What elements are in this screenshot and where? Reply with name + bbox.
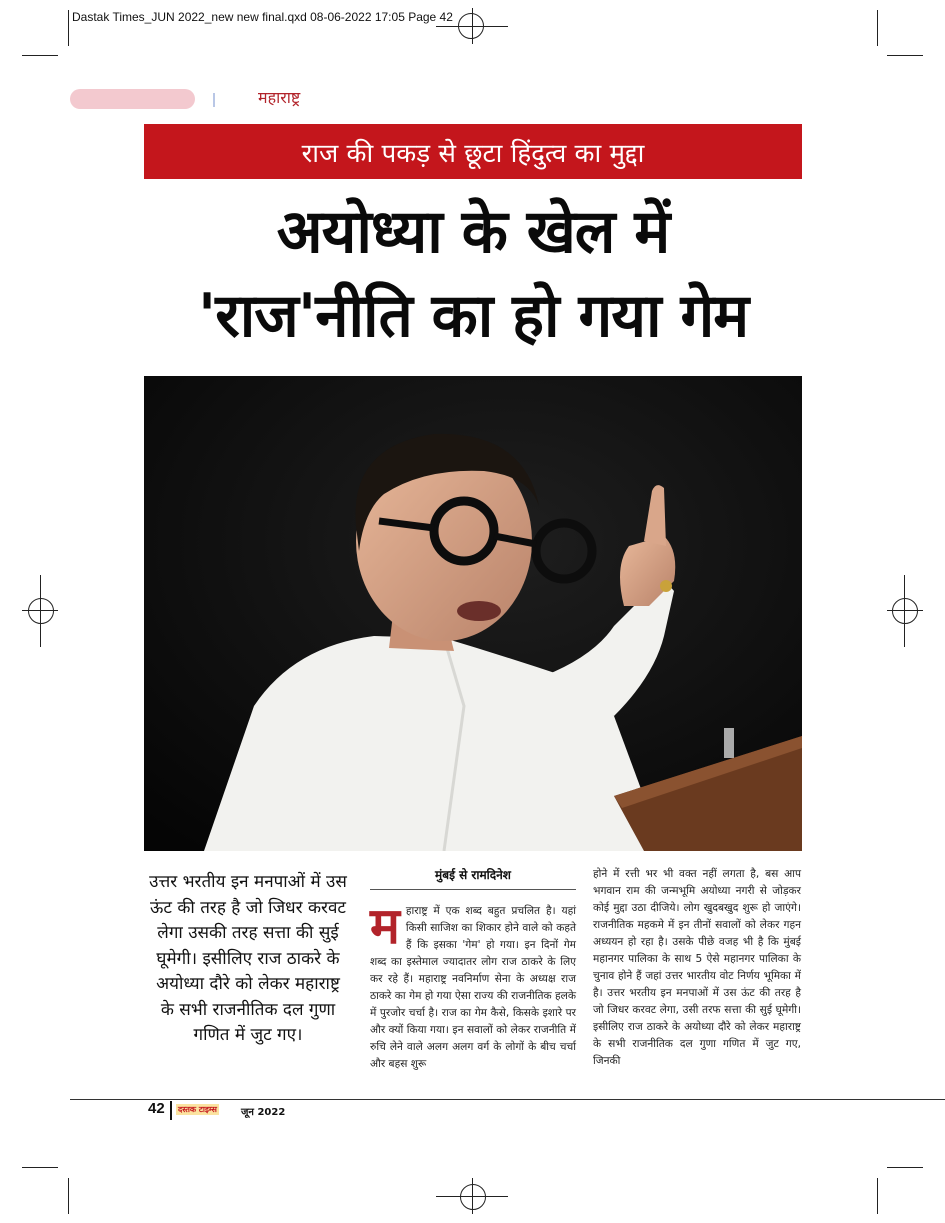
crop-mark-bottom-left-v (68, 1178, 69, 1214)
byline: मुंबई से रामदिनेश (370, 866, 576, 890)
crop-mark-top-right-v (877, 10, 878, 46)
pull-quote: उत्तर भरतीय इन मनपाओं में उस ऊंट की तरह है जो जिधर करवट लेगा उसकी तरह सत्ता की सुई घूमेगी। इसीलिए राज ठाकरे के अयोध्या दौरे को लेकर महाराष्ट्र के सभी राजनीतिक दल गुणा गणित में जुट गए। (149, 872, 347, 1045)
headline-line-2: 'राज'नीति का हो गया गेम (197, 281, 749, 351)
kicker-banner (144, 124, 802, 179)
drop-cap: म (370, 897, 400, 955)
section-label: महाराष्ट्र (258, 88, 301, 107)
body-column-2: होने में रत्ती भर भी वक्त नहीं लगता है, बस आप भगवान राम की जन्मभूमि अयोध्या नगरी से जोड़कर कोई मुद्दा उठा दीजिये। लोग खुदबखुद शुरू हो जाएंगे। राजनीतिक महकमे में इन तीनों सवालों को लेकर गहन अध्ययन हो रहा है। उसके पीछे वजह भी है कि मुंबई महानगर पालिका के साथ 5 ऐसे महानगर पालिका के चुनाव होने हैं जहां उत्तर भारतीय वोट निर्णय भूमिका में है। उत्तर भरतीय इन मनपाओं में उस ऊंट की तरह है जो जिधर करवट लेगा, उसी तरफ सत्ता की सुई घूमेगी। इसीलिए राज ठाकरे के अयोध्या दौरे को लेकर महाराष्ट्र के सभी राजनीतिक दल गुणा गणित में जुट गए, जिनकी (593, 868, 801, 1067)
headline-line-1: अयोध्या के खेल में (276, 197, 670, 267)
headline (144, 190, 802, 358)
issue-date: जून 2022 (241, 1107, 286, 1118)
kicker-text: राज की पकड़ से छूटा हिंदुत्व का मुद्दा (301, 138, 645, 169)
lead-photo (144, 376, 802, 851)
body-column-1 (370, 897, 576, 1073)
crop-mark-bottom-right-h (887, 1167, 923, 1168)
print-slug: Dastak Times_JUN 2022_new new final.qxd 08-06-2022 17:05 Page 42 (72, 10, 453, 24)
crop-mark-top-left-h (22, 55, 58, 56)
footer-rule (70, 1099, 945, 1100)
crop-mark-top-left-v (68, 10, 69, 46)
folio-divider (170, 1101, 172, 1120)
body-text-1: हाराष्ट्र में एक शब्द बहुत प्रचलित है। यहां किसी साजिश का शिकार होने वाले को कहते हैं कि इसका 'गेम' हो गया। इन दिनों गेम शब्द का इस्तेमाल ज्यादातर लोग राज ठाकरे के लिए कर रहे हैं। महाराष्ट्र नवनिर्माण सेना के अध्यक्ष राज ठाकरे का गेम हो गया ऐसा राज्य की राजनीतिक हलके में पुरजोर चर्चा है। राज का गेम कैसे, किसके इशारे पर और क्यों किया गया। इन सवालों को लेकर राजनीति में रुचि लेने वाले अलग अलग वर्ग के लोगों के बीच चर्चा और बहस शुरू (370, 905, 576, 1070)
section-tag-pill (70, 89, 195, 109)
crop-mark-bottom-right-v (877, 1178, 878, 1214)
crop-mark-top-right-h (887, 55, 923, 56)
crop-mark-bottom-left-h (22, 1167, 58, 1168)
section-divider (213, 93, 215, 107)
masthead-logo: दस्तक टाइम्स (178, 1105, 217, 1114)
page-number: 42 (148, 1100, 165, 1117)
speaker-illustration (144, 376, 802, 851)
